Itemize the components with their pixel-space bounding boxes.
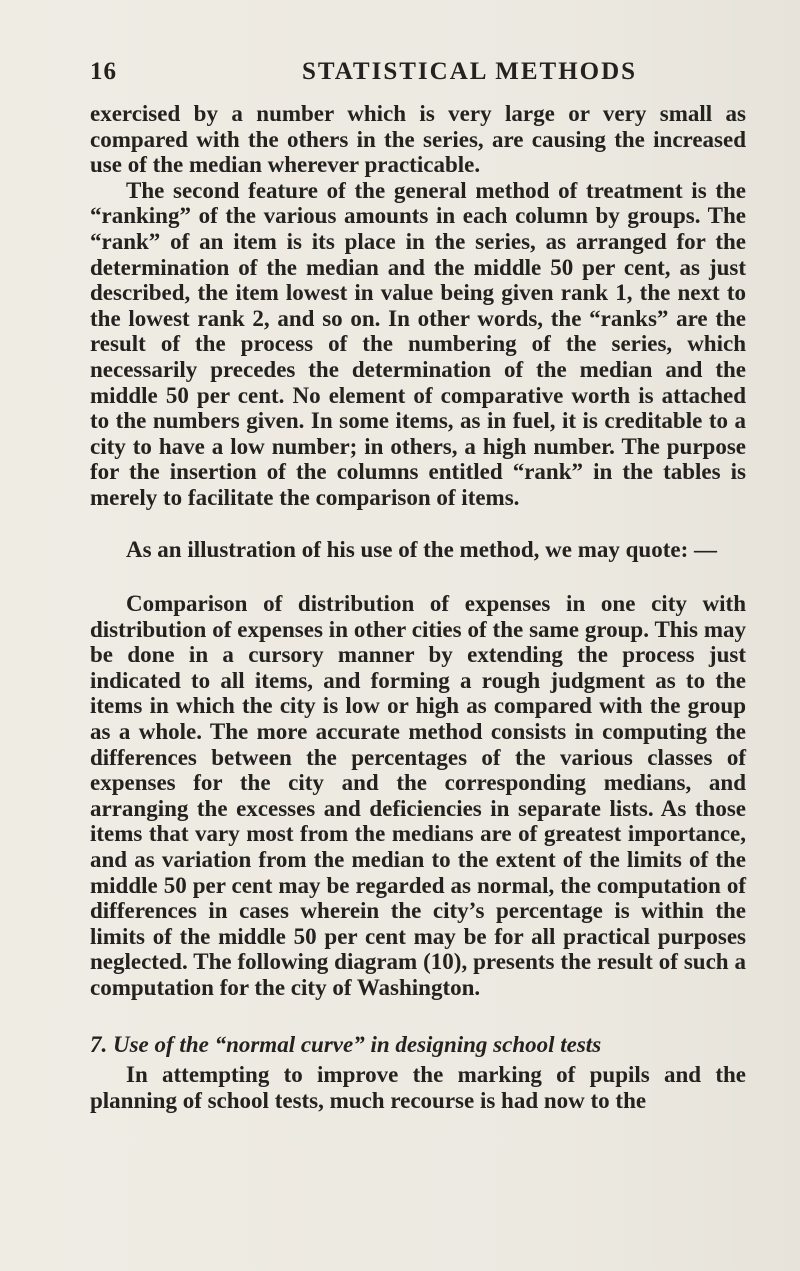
section-heading-text: 7. Use of the “normal curve” in designing school tests <box>90 1031 602 1057</box>
page-number: 16 <box>90 58 117 85</box>
body-text <box>90 101 746 1113</box>
running-title: STATISTICAL METHODS <box>302 58 638 85</box>
paragraph-1: exercised by a number which is very large or very small as compared with the others in the series, are causing the increased use of the median wherever practicable. <box>90 101 746 178</box>
quoted-paragraph: Comparison of distribution of expenses in one city with distribution of expenses in other cities of the same group. This may be done in a cursory manner by extending the process just indicated to all items, and forming a rough judgment as to the items in which the city is low or high as compared with the group as a whole. The more accurate method consists in computing the differences between the percentages of the various classes of expenses for the city and the corresponding medians, and arranging the excesses and deficiencies in separate lists. As those items that vary most from the medians are of greatest importance, and as variation from the median to the extent of the limits of the middle 50 per cent may be regarded as normal, the computation of differences in cases wherein the city’s percentage is within the limits of the middle 50 per cent may be for all practical purposes neglected. The following diagram (10), presents the result of such a computation for the city of Washington. <box>90 591 746 1000</box>
paragraph-3: As an illustration of his use of the method, we may quote: — <box>126 536 717 562</box>
paragraph-2: The second feature of the general method of treatment is the “ranking” of the various amounts in each column by groups. The “rank” of an item is its place in the series, as arranged for the determination of the median and the middle 50 per cent, as just described, the item lowest in value being given rank 1, the next to the lowest rank 2, and so on. In other words, the “ranks” are the result of the process of the numbering of the series, which necessarily precedes the determination of the median and the middle 50 per cent. No element of comparative worth is attached to the numbers given. In some items, as in fuel, it is creditable to a city to have a low number; in others, a high number. The purpose for the insertion of the columns entitled “rank” in the tables is merely to facilitate the comparison of items. <box>90 177 746 510</box>
section-heading <box>90 1032 746 1058</box>
running-head <box>90 58 750 90</box>
paragraph-5: In attempting to improve the marking of pupils and the planning of school tests, much recourse is had now to the <box>90 1062 746 1113</box>
